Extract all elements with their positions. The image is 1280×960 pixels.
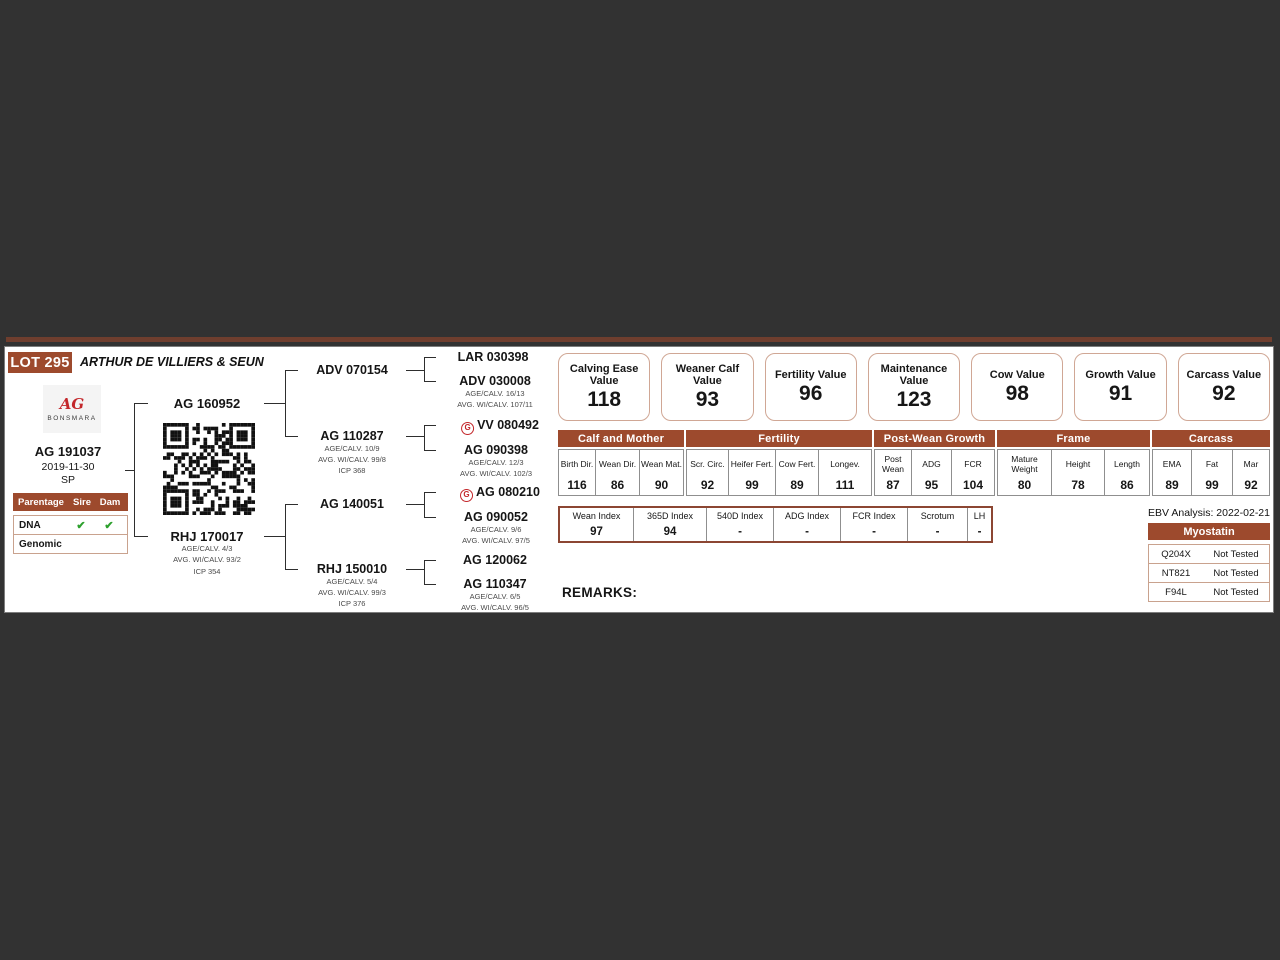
pedigree-entry-dams-sire (320, 498, 384, 511)
parentage-row-label: Genomic (19, 538, 62, 550)
pedigree-detail: ICP 368 (338, 466, 366, 475)
animal-id: ADV 030008 (459, 374, 531, 388)
ebv-cell-label: Fat (1205, 458, 1219, 469)
parentage-col-sire: Sire (73, 496, 91, 508)
pedigree-detail: AVG. WI/CALV. 102/3 (460, 468, 532, 478)
pedigree-connector-line (285, 370, 298, 371)
pedigree-detail: AGE/CALV. 12/3 (468, 457, 524, 467)
index-cell (633, 508, 706, 541)
ebv-cell-label: Heifer Fert. (730, 458, 774, 469)
ebv-group-title: Fertility (686, 430, 872, 447)
ebv-group-title: Post-Wean Growth (874, 430, 995, 447)
ebv-cell (686, 449, 729, 496)
check-icon: ✔ (76, 519, 86, 532)
myostatin-header: Myostatin (1148, 523, 1270, 540)
table-row (1148, 563, 1270, 583)
index-label: ADG Index (784, 511, 830, 521)
myostatin-gene: F94L (1165, 586, 1187, 598)
pedigree-connector-line (406, 504, 424, 505)
pedigree-entry-great-grandsire (461, 419, 539, 435)
index-cell (907, 508, 967, 541)
ebv-group-carcass (1152, 430, 1270, 496)
value-label: Growth Value (1085, 369, 1156, 382)
pedigree-detail: ICP 376 (338, 599, 366, 608)
ebv-cell-value: 78 (1071, 478, 1085, 492)
index-value: - (872, 525, 876, 538)
pedigree-entry-sire (174, 397, 241, 410)
ebv-cell-label: Birth Dir. (560, 458, 594, 469)
pedigree-entry-great-granddam (461, 578, 529, 613)
pedigree-detail: AGE/CALV. 16/13 (465, 388, 525, 398)
value-boxes-row (558, 353, 1270, 421)
myostatin-gene: NT821 (1161, 567, 1191, 579)
ebv-cell (951, 449, 995, 496)
index-value: - (805, 525, 809, 538)
ebv-cell (1104, 449, 1150, 496)
value-label: Weaner Calf Value (675, 362, 740, 388)
ebv-cell-label: Height (1065, 458, 1091, 469)
index-label: Scrotum (920, 511, 955, 521)
pedigree-connector-line (406, 370, 424, 371)
index-value: 94 (663, 525, 677, 538)
index-cell (967, 508, 991, 541)
index-value: - (977, 525, 982, 538)
parentage-row-label: DNA (19, 519, 41, 531)
ebv-cell-label: Post Wean (881, 453, 905, 474)
pedigree-entry-dams-dam (317, 563, 387, 609)
breeder-name: ARTHUR DE VILLIERS & SEUN (80, 355, 264, 369)
value-number: 123 (896, 388, 932, 412)
ebv-cell (818, 449, 872, 496)
pedigree-entry-great-granddam (457, 375, 533, 410)
pedigree-detail: AGE/CALV. 4/3 (181, 544, 233, 553)
myostatin-result: Not Tested (1213, 548, 1259, 560)
ebv-cell (775, 449, 819, 496)
pedigree-connector-line (424, 492, 425, 518)
myostatin-result: Not Tested (1213, 586, 1259, 598)
animal-status-code: SP (60, 474, 75, 486)
pedigree-entry-sires-sire (316, 364, 388, 377)
pedigree-entry-great-grandsire (463, 554, 527, 567)
pedigree-connector-line (424, 425, 425, 451)
animal-id: ADV 070154 (316, 363, 388, 377)
animal-id: RHJ 170017 (170, 529, 244, 544)
index-value: - (738, 525, 742, 538)
ebv-cell-value: 87 (886, 478, 900, 492)
value-label: Maintenance Value (880, 362, 948, 388)
table-row (1148, 544, 1270, 564)
table-row (13, 515, 128, 535)
ebv-cell-value: 104 (962, 478, 984, 492)
ebv-cell-value: 92 (1244, 478, 1258, 492)
pedigree-entry-sires-dam (318, 430, 386, 476)
ebv-cell (997, 449, 1052, 496)
pedigree-detail: AGE/CALV. 10/9 (324, 443, 380, 453)
animal-id: LAR 030398 (457, 350, 529, 364)
check-icon: ✔ (104, 519, 114, 532)
ebv-cell-value: 92 (700, 478, 715, 492)
value-number: 96 (799, 381, 823, 405)
value-label: Carcass Value (1186, 369, 1262, 382)
animal-id: AG 110347 (463, 577, 527, 591)
value-label: Fertility Value (774, 369, 847, 382)
ebv-cell (595, 449, 640, 496)
pedigree-detail: AVG. WI/CALV. 93/2 (173, 555, 241, 565)
ebv-group-post-wean-growth (874, 430, 995, 496)
value-box-cow (971, 353, 1063, 421)
index-label: LH (973, 511, 986, 521)
pedigree-connector-line (285, 504, 286, 570)
pedigree-connector-line (424, 450, 436, 451)
ebv-cell-value: 116 (567, 478, 587, 492)
ebv-cell-label: FCR (964, 458, 982, 469)
value-box-weaner-calf (661, 353, 753, 421)
ebv-group-title: Calf and Mother (558, 430, 684, 447)
animal-birth-date: 2019-11-30 (41, 461, 95, 473)
index-cell (840, 508, 907, 541)
value-number: 93 (695, 388, 720, 412)
value-number: 118 (587, 388, 622, 412)
index-label: 540D Index (716, 511, 764, 521)
myostatin-table (1148, 544, 1270, 602)
pedigree-entry-great-granddam (460, 444, 532, 479)
index-label: 365D Index (646, 511, 694, 521)
pedigree-connector-line (424, 357, 425, 382)
pedigree-connector-line (285, 504, 298, 505)
animal-id: VV 080492 (477, 418, 539, 432)
parentage-table-body (13, 515, 128, 554)
index-table (558, 506, 993, 543)
pedigree-entry-great-granddam (462, 511, 530, 546)
ebv-cell-label: Length (1114, 458, 1140, 469)
value-label: Calving Ease Value (569, 362, 639, 388)
myostatin-result: Not Tested (1213, 567, 1259, 579)
breed-logo-text: BONSMARA (47, 414, 97, 422)
ebv-cell-label: Wean Dir. (598, 458, 637, 469)
ebv-cell (558, 449, 596, 496)
pedigree-entry-great-grandsire (460, 486, 540, 502)
lot-badge: LOT 295 (8, 352, 72, 373)
ebv-cell-label: ADG (922, 458, 941, 469)
value-number: 92 (1212, 381, 1236, 405)
pedigree-detail: AVG. WI/CALV. 97/5 (462, 535, 530, 545)
ebv-cell-value: 89 (790, 478, 804, 492)
pedigree-connector-line (424, 357, 436, 358)
pedigree-connector-line (406, 436, 424, 437)
ebv-cell-label: Longev. (830, 458, 860, 469)
pedigree-connector-line (424, 584, 436, 585)
ebv-group-title: Frame (997, 430, 1150, 447)
ebv-cell (1232, 449, 1270, 496)
remarks-label: REMARKS: (562, 585, 638, 600)
myostatin-gene: Q204X (1161, 548, 1191, 560)
pedigree-detail: AGE/CALV. 5/4 (326, 576, 378, 586)
ebv-group-fertility (686, 430, 872, 496)
ebv-cell-label: Wean Mat. (641, 458, 682, 469)
index-value: 97 (590, 525, 603, 538)
ebv-cell (874, 449, 912, 496)
pedigree-connector-line (285, 569, 298, 570)
pedigree-connector-line (264, 536, 285, 537)
index-label: Wean Index (572, 511, 621, 521)
pedigree-connector-line (424, 381, 436, 382)
value-box-maintenance (868, 353, 960, 421)
animal-id: AG 160952 (173, 396, 241, 411)
pedigree-detail: AVG. WI/CALV. 99/3 (318, 587, 386, 597)
value-label: Cow Value (989, 369, 1045, 382)
pedigree-connector-line (285, 370, 286, 437)
ebv-group-title: Carcass (1152, 430, 1270, 447)
ebv-cell-label: Scr. Circ. (690, 458, 725, 469)
value-box-fertility (765, 353, 857, 421)
value-number: 98 (1005, 381, 1029, 405)
pedigree-connector-line (424, 560, 425, 585)
ebv-cell-value: 99 (745, 478, 759, 492)
ebv-cell-value: 80 (1017, 478, 1032, 492)
ebv-cell (728, 449, 776, 496)
animal-id: AG 191037 (34, 444, 102, 459)
pedigree-connector-line (424, 425, 436, 426)
ebv-cell-value: 99 (1205, 478, 1219, 492)
pedigree-connector-line (264, 403, 285, 404)
ebv-cell-label: EMA (1162, 458, 1182, 469)
ebv-cell (911, 449, 952, 496)
animal-id: AG 090398 (464, 443, 528, 457)
index-cell (773, 508, 840, 541)
ebv-group-frame (997, 430, 1150, 496)
pedigree-connector-line (424, 517, 436, 518)
pedigree-detail: AVG. WI/CALV. 107/11 (457, 399, 533, 409)
pedigree-detail: ICP 354 (193, 566, 221, 576)
animal-id: AG 110287 (320, 429, 384, 443)
pedigree-connector-line (134, 403, 135, 537)
ebv-group-calf-and-mother (558, 430, 684, 496)
ebv-cell-value: 90 (654, 478, 669, 492)
ebv-cell-value: 111 (835, 478, 855, 492)
qr-code (163, 423, 255, 515)
value-box-calving-ease (558, 353, 650, 421)
ebv-cell (639, 449, 684, 496)
performance-badge-icon: G (461, 422, 474, 435)
ebv-cell (1191, 449, 1233, 496)
pedigree-connector-line (285, 436, 298, 437)
index-label: FCR Index (852, 511, 896, 521)
index-value: - (935, 525, 940, 538)
ebv-cell (1051, 449, 1105, 496)
performance-badge-icon: G (460, 489, 473, 502)
top-divider-bar (6, 337, 1272, 342)
pedigree-detail: AGE/CALV. 6/5 (469, 591, 521, 601)
pedigree-detail: AVG. WI/CALV. 96/5 (461, 602, 529, 612)
pedigree-entry-dam (171, 530, 244, 577)
ebv-cell-label: Cow Fert. (778, 458, 816, 469)
table-row (13, 534, 128, 554)
pedigree-connector-line (406, 569, 424, 570)
parentage-title: Parentage (18, 496, 64, 508)
index-cell (706, 508, 773, 541)
pedigree-connector-line (134, 536, 148, 537)
value-number: 91 (1108, 381, 1133, 405)
animal-id: AG 090052 (464, 510, 528, 524)
ebv-cell-value: 89 (1165, 478, 1179, 492)
breed-logo-mark-icon: AG (59, 394, 85, 413)
animal-id: RHJ 150010 (316, 562, 388, 576)
pedigree-connector-line (424, 492, 436, 493)
ebv-analysis-date: EBV Analysis: 2022-02-21 (1148, 507, 1270, 519)
pedigree-detail: AGE/CALV. 9/6 (470, 524, 522, 534)
value-box-growth (1074, 353, 1166, 421)
animal-id: AG 140051 (320, 497, 384, 511)
value-box-carcass (1178, 353, 1270, 421)
index-cell (560, 508, 633, 541)
ebv-cell-value: 86 (610, 478, 625, 492)
parentage-table-header (13, 493, 128, 511)
ebv-cell-value: 86 (1120, 478, 1134, 492)
pedigree-detail: AVG. WI/CALV. 99/8 (318, 454, 386, 464)
ebv-cell-value: 95 (924, 478, 939, 492)
pedigree-connector-line (134, 403, 148, 404)
table-row (1148, 582, 1270, 602)
pedigree-connector-line (424, 560, 436, 561)
animal-id: AG 080210 (476, 485, 540, 499)
ebv-cell-label: Mar (1243, 458, 1259, 469)
ebv-cell (1152, 449, 1192, 496)
parentage-col-dam: Dam (99, 496, 121, 508)
ebv-cell-label: Mature Weight (1011, 453, 1038, 474)
breed-logo (43, 385, 101, 433)
animal-id: AG 120062 (463, 553, 527, 567)
pedigree-entry-great-grandsire (458, 351, 529, 364)
